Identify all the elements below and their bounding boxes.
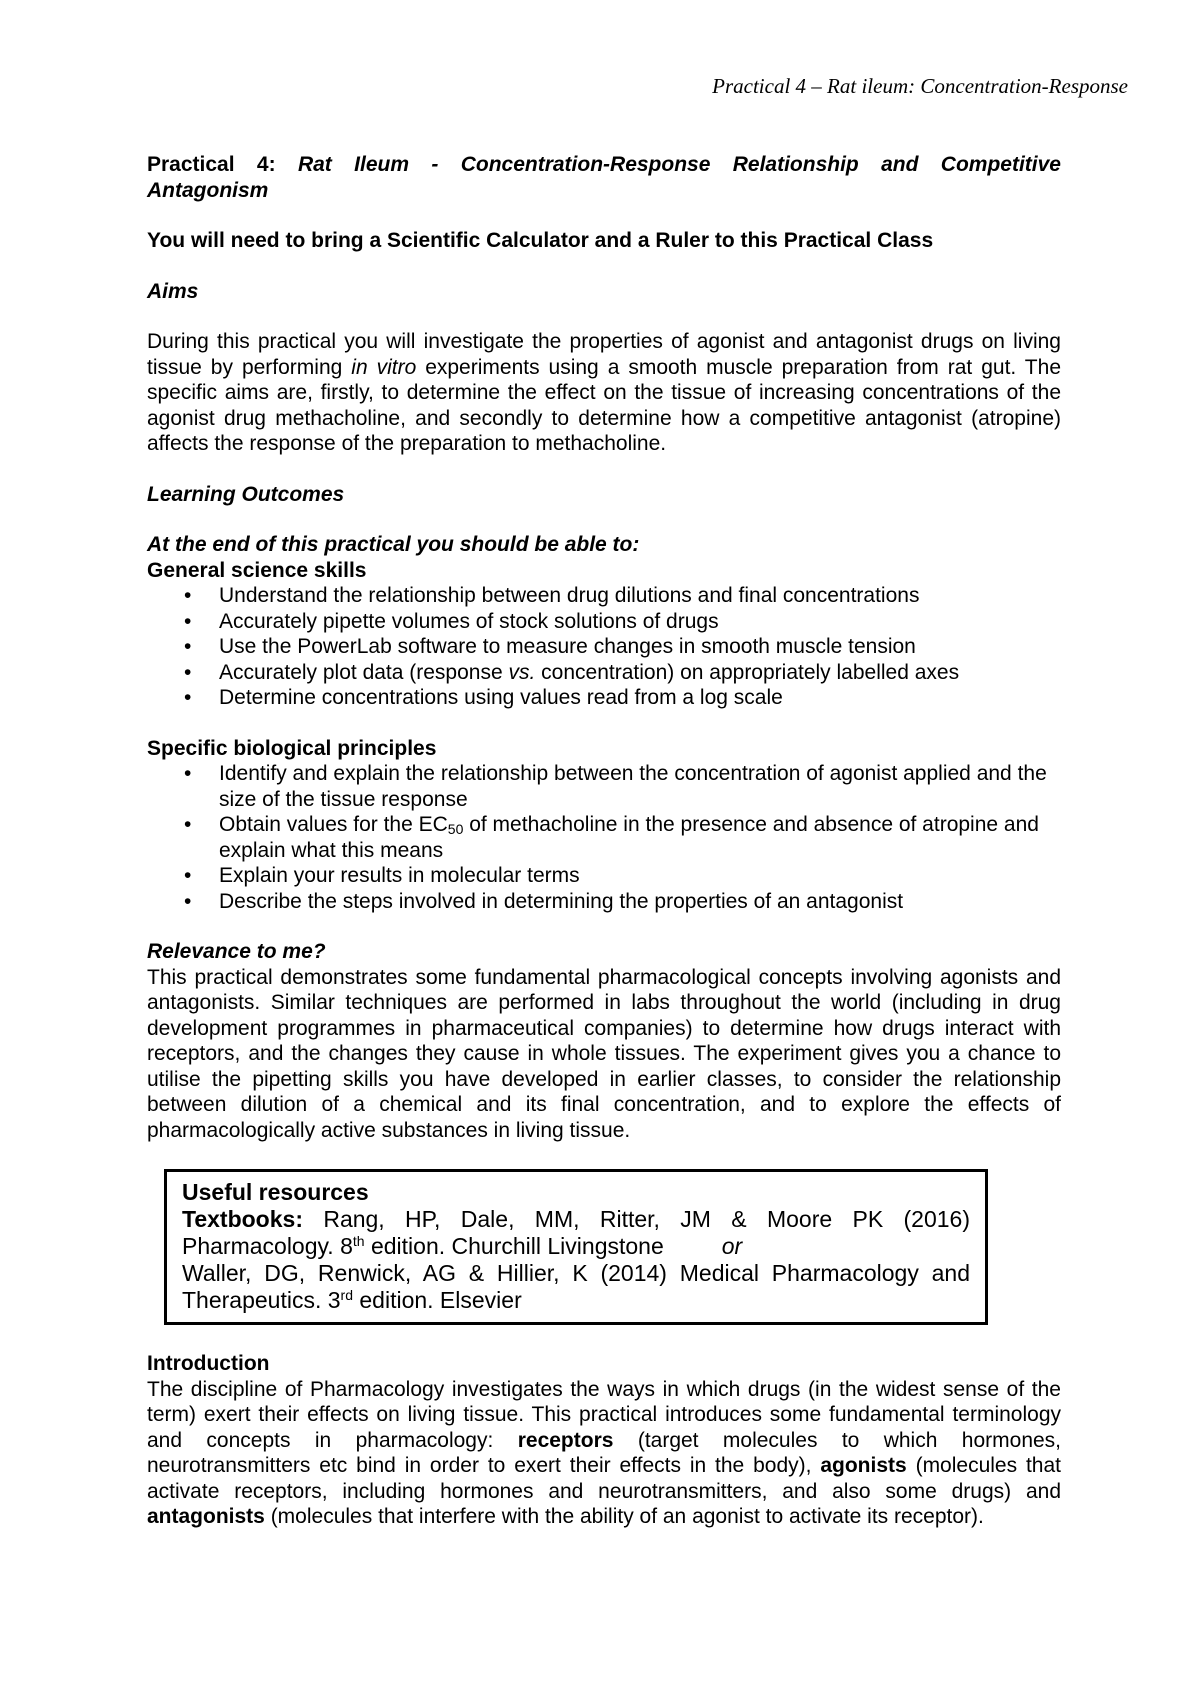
learning-intro: At the end of this practical you should be able to: [147,533,640,556]
list-item: • Use the PowerLab software to measure changes in smooth muscle tension [147,634,1061,660]
list-item: • Determine concentrations using values read from a log scale [147,685,1061,711]
list-item: • Accurately pipette volumes of stock solutions of drugs [147,609,1061,635]
term-antagonists: antagonists [147,1505,265,1528]
specific-principles-heading: Specific biological principles [147,736,437,760]
relevance-heading: Relevance to me? [147,940,326,963]
calculator-notice: You will need to bring a Scientific Calculator and a Ruler to this Practical Class [147,229,934,252]
list-item: • Explain your results in molecular terms [147,863,1061,889]
introduction-paragraph: The discipline of Pharmacology investigates the ways in which drugs (in the widest sense of the term) exert their effects on living tissue. This practical introduces some fundamental terminology and concepts in pharmacology: receptors (target molecules to which hormones, neurotransmitters etc bind in order to exert their effects in the body), agonists (molecules that activate receptors, including hormones and neurotransmitters, and also some drugs) and antagonists (molecules that interfere with the ability of an agonist to activate its receptor). [147,1377,1062,1528]
general-skills-list [147,583,1061,711]
term-agonists: agonists [820,1454,907,1477]
general-skills-heading: General science skills [147,558,367,582]
list-item: • Accurately plot data (response vs. concentration) on appropriately labelled axes [147,660,1061,686]
list-item: • Obtain values for the $EC_{50}$ of methacholine in the presence and absence of atropine and explain what this means [147,812,1061,863]
resources-ref2: Waller, DG, Renwick, AG & Hillier, K (2014) Medical Pharmacology and Therapeutics. 3rd edition. Elsevier [182,1260,970,1313]
or-connector: or [721,1233,743,1259]
aims-heading: Aims [147,279,199,303]
introduction-heading: Introduction [147,1352,270,1375]
term-receptors: receptors [517,1428,614,1452]
practical-title [147,152,1061,178]
list-item: • Identify and explain the relationship between the concentration of agonist applied and the size of the tissue response [147,761,1061,812]
title-prefix: Practical 4: [147,153,276,176]
textbooks-label: Textbooks: [182,1206,303,1232]
document-body [147,152,1061,1530]
in-vitro-term: in vitro [351,355,417,379]
learning-outcomes-heading: Learning Outcomes [147,482,345,506]
useful-resources-box [164,1169,988,1325]
specific-principles-list [147,761,1061,914]
list-item: • Understand the relationship between drug dilutions and final concentrations [147,583,1061,609]
aims-paragraph: During this practical you will investigate the properties of agonist and antagonist drugs on living tissue by performing in vitro experiments using a smooth muscle preparation from rat gut. The specific aims are, firstly, to determine the effect on the tissue of increasing concentrations of the agonist drug methacholine, and secondly to determine how a competitive antagonist (atropine) affects the response of the preparation to methacholine. [147,330,1061,455]
title-line1: Rat Ileum - Concentration-Response Relationship and Competitive [297,153,1061,176]
relevance-paragraph: This practical demonstrates some fundamental pharmacological concepts involving agonists and antagonists. Similar techniques are performed in labs throughout the world (including in drug development programmes in pharmaceutical companies) to determine how drugs interact with receptors, and the changes they cause in whole tissues. The experiment gives you a chance to utilise the pipetting skills you have developed in earlier classes, to consider the relationship between dilution of a chemical and its final concentration, and to explore the effects of pharmacologically active substances in living tissue. [147,965,1061,1142]
list-item: • Describe the steps involved in determining the properties of an antagonist [147,889,1061,915]
resources-ref1: Textbooks: Rang, HP, Dale, MM, Ritter, JM & Moore PK (2016) Pharmacology. 8th edition. Churchill Livingstone or [182,1206,970,1259]
title-line2: Antagonism [147,178,269,202]
running-header: Practical 4 – Rat ileum: Concentration-Response [712,74,1128,98]
resources-title: Useful resources [182,1179,369,1205]
